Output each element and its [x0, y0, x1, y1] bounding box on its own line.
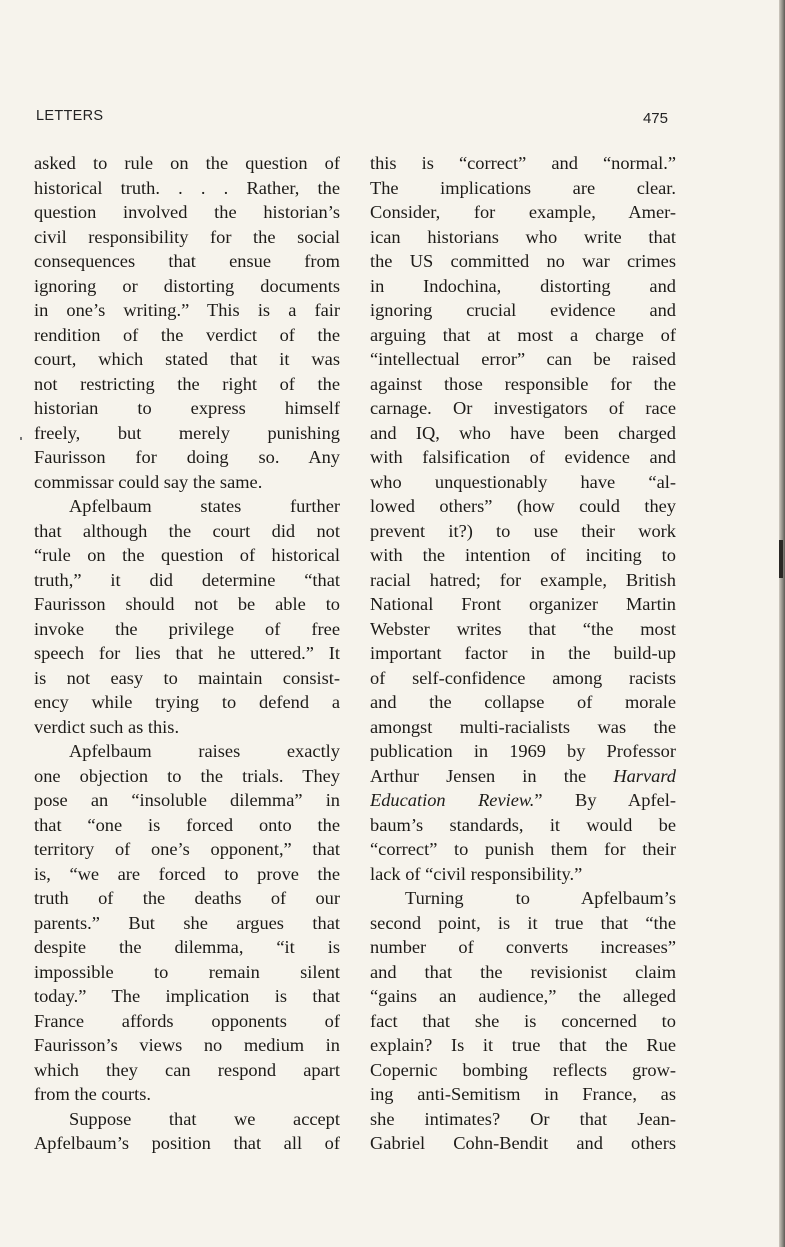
text-line: truth,” it did determine “that — [34, 569, 340, 590]
text-line: freely, but merely punishing — [34, 422, 340, 443]
text-line: baum’s standards, it would be — [370, 814, 676, 835]
text-line: ignoring crucial evidence and — [370, 300, 676, 320]
text-line: truth of the deaths of our — [34, 888, 340, 908]
text-line: ican historians who write that — [370, 226, 676, 247]
left-column — [34, 151, 340, 1156]
text-line: from the courts. — [34, 1084, 151, 1104]
text-line: Faurisson should not be able to — [34, 594, 340, 614]
text-line: is not easy to maintain consist- — [34, 667, 340, 688]
text-line: today.” The implication is that — [34, 986, 340, 1006]
text-line: which they can respond apart — [34, 1059, 340, 1080]
text-line: Turning to Apfelbaum’s — [405, 888, 676, 908]
text-line: who unquestionably have “al- — [370, 471, 676, 492]
text-line: Apfelbaum raises exactly — [69, 741, 340, 761]
page-edge — [779, 0, 785, 1247]
text-segment: ” By Apfel- — [534, 790, 676, 810]
text-line: publication in 1969 by Professor — [370, 741, 676, 761]
text-line: Apfelbaum states further — [69, 496, 340, 516]
text-line: Copernic bombing reflects grow- — [370, 1059, 676, 1080]
text-line: she intimates? Or that Jean- — [370, 1108, 676, 1129]
text-line: number of converts increases” — [370, 937, 676, 957]
text-line: in one’s writing.” This is a fair — [34, 300, 340, 320]
text-line: important factor in the build-up — [370, 643, 676, 663]
text-line: racial hatred; for example, British — [370, 569, 676, 590]
text-line: that “one is forced onto the — [34, 814, 340, 835]
page-number: 475 — [642, 110, 668, 127]
text-line: that although the court did not — [34, 520, 340, 541]
text-line: and the collapse of morale — [370, 692, 676, 712]
margin-mark — [20, 437, 22, 440]
text-line — [370, 764, 676, 789]
text-line: territory of one’s opponent,” that — [34, 839, 340, 859]
text-line: verdict such as this. — [34, 716, 180, 737]
text-line: asked to rule on the question of — [34, 153, 340, 173]
text-line: with the intention of inciting to — [370, 545, 676, 565]
text-line: Faurisson for doing so. Any — [34, 447, 340, 467]
text-line: lack of “civil responsibility.” — [370, 863, 583, 884]
text-line: fact that she is concerned to — [370, 1010, 676, 1031]
text-line: The implications are clear. — [370, 177, 676, 198]
text-line: question involved the historian’s — [34, 202, 340, 222]
text-line: “gains an audience,” the alleged — [370, 986, 676, 1006]
text-line: Suppose that we accept — [69, 1108, 340, 1129]
text-line: commissar could say the same. — [34, 471, 263, 492]
text-line: explain? Is it true that the Rue — [370, 1035, 676, 1055]
journal-title: Harvard — [613, 765, 676, 786]
text-line: speech for lies that he uttered.” It — [34, 643, 340, 663]
text-line: National Front organizer Martin — [370, 594, 676, 614]
journal-title: Education Review. — [370, 790, 535, 810]
text-line: with falsification of evidence and — [370, 447, 676, 467]
text-line: consequences that ensue from — [34, 251, 340, 271]
text-line: ency while trying to defend a — [34, 692, 340, 712]
text-line: ing anti-Semitism in France, as — [370, 1084, 676, 1104]
text-line: lowed others” (how could they — [370, 496, 676, 516]
text-line: this is “correct” and “normal.” — [370, 153, 676, 173]
text-line: Apfelbaum’s position that all of — [34, 1133, 340, 1153]
text-line: not restricting the right of the — [34, 373, 340, 394]
text-line: in Indochina, distorting and — [370, 275, 676, 296]
text-line: despite the dilemma, “it is — [34, 937, 340, 957]
text-line: parents.” But she argues that — [34, 912, 340, 933]
text-line: impossible to remain silent — [34, 961, 340, 982]
text-line: against those responsible for the — [370, 373, 676, 394]
text-line: civil responsibility for the social — [34, 226, 340, 247]
page-header — [36, 108, 668, 130]
text-line: ignoring or distorting documents — [34, 275, 340, 296]
text-line: “correct” to punish them for their — [370, 839, 676, 859]
text-line — [370, 788, 676, 813]
text-line: is, “we are forced to prove the — [34, 863, 340, 884]
text-line: “rule on the question of historical — [34, 545, 340, 565]
text-segment: Arthur Jensen in the — [370, 765, 614, 786]
text-line: invoke the privilege of free — [34, 618, 340, 639]
text-line: historical truth. . . . Rather, the — [34, 177, 340, 198]
text-line: and that the revisionist claim — [370, 961, 676, 982]
text-line: second point, is it true that “the — [370, 912, 676, 933]
text-line: Webster writes that “the most — [370, 618, 676, 639]
text-line: carnage. Or investigators of race — [370, 398, 676, 418]
text-line: of self-confidence among racists — [370, 667, 676, 688]
text-line: prevent it?) to use their work — [370, 520, 676, 541]
right-column — [370, 151, 676, 1156]
text-line: “intellectual error” can be raised — [370, 349, 676, 369]
text-line: Consider, for example, Amer- — [370, 202, 676, 222]
text-line: historian to express himself — [34, 398, 340, 418]
page-edge-mark — [779, 540, 783, 578]
text-line: arguing that at most a charge of — [370, 324, 676, 345]
text-line: one objection to the trials. They — [34, 765, 340, 786]
text-line: Gabriel Cohn-Bendit and others — [370, 1133, 676, 1153]
text-line: France affords opponents of — [34, 1010, 340, 1031]
text-line: and IQ, who have been charged — [370, 422, 676, 443]
text-line: rendition of the verdict of the — [34, 324, 340, 345]
running-head: LETTERS — [36, 108, 104, 124]
text-line: Faurisson’s views no medium in — [34, 1035, 340, 1055]
text-line: the US committed no war crimes — [370, 251, 676, 271]
text-line: court, which stated that it was — [34, 349, 340, 369]
text-line: pose an “insoluble dilemma” in — [34, 790, 340, 810]
text-line: amongst multi-racialists was the — [370, 716, 676, 737]
